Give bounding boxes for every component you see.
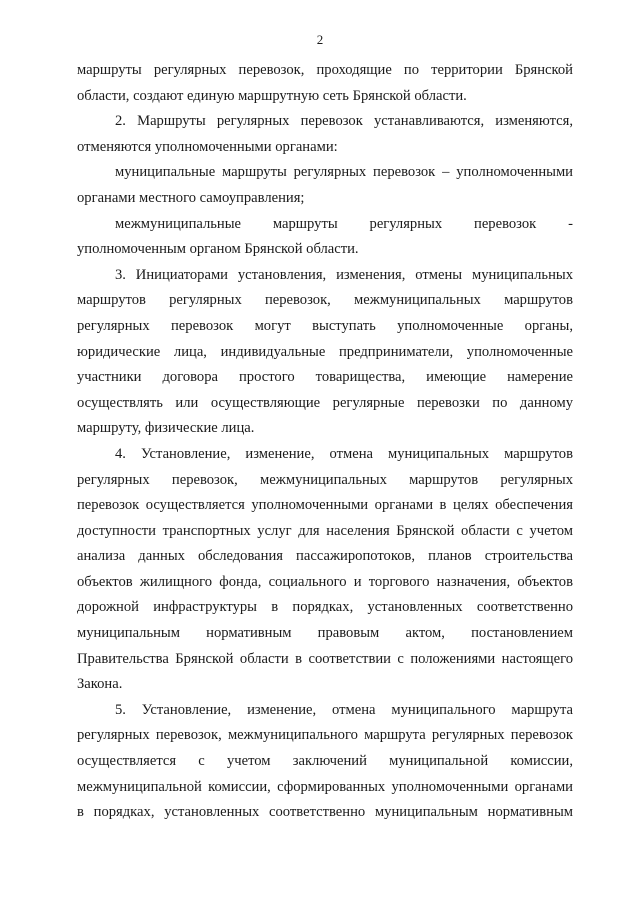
text-line: 5. Установление, изменение, отмена муниципального маршрута bbox=[115, 701, 573, 718]
text-line: Правительства Брянской области в соответствии с положениями настоящего bbox=[77, 650, 573, 667]
text-line: 2. Маршруты регулярных перевозок устанавливаются, изменяются, bbox=[115, 113, 573, 130]
text-line: в порядках, установленных соответственно муниципальным нормативным bbox=[77, 804, 573, 821]
text-line: регулярных перевозок, межмуниципального маршрута регулярных перевозок bbox=[77, 727, 573, 744]
text-line: области, создают единую маршрутную сеть Брянской области. bbox=[77, 87, 467, 104]
text-line: участники договора простого товарищества, имеющие намерение bbox=[77, 369, 573, 386]
text-line: межмуниципальной комиссии, сформированных уполномоченными органами bbox=[77, 778, 573, 795]
paragraph bbox=[77, 212, 573, 263]
text-line: перевозок осуществляется уполномоченными органами в целях обеспечения bbox=[77, 497, 573, 514]
text-line: органами местного самоуправления; bbox=[77, 189, 305, 206]
document-body bbox=[77, 58, 573, 826]
text-line: Закона. bbox=[77, 676, 123, 693]
text-line: объектов жилищного фонда, социального и торгового назначения, объектов bbox=[77, 573, 573, 590]
text-line: маршрутов регулярных перевозок, межмуниципальных маршрутов bbox=[77, 292, 573, 309]
text-line: муниципальным нормативным правовым актом, постановлением bbox=[77, 625, 573, 642]
paragraph bbox=[77, 442, 573, 698]
text-line: муниципальные маршруты регулярных перевозок – уполномоченными bbox=[115, 164, 573, 181]
text-line: межмуниципальные маршруты регулярных перевозок - bbox=[115, 215, 573, 232]
text-line: уполномоченным органом Брянской области. bbox=[77, 241, 359, 258]
text-line: 3. Инициаторами установления, изменения, отмены муниципальных bbox=[115, 266, 573, 283]
paragraph bbox=[77, 58, 573, 109]
text-line: отменяются уполномоченными органами: bbox=[77, 138, 338, 155]
text-line: доступности транспортных услуг для населения Брянской области с учетом bbox=[77, 522, 573, 539]
text-line: 4. Установление, изменение, отмена муниципальных маршрутов bbox=[115, 445, 573, 462]
text-line: осуществляется с учетом заключений муниципальной комиссии, bbox=[77, 753, 573, 770]
text-line: осуществлять или осуществляющие регулярные перевозки по данному bbox=[77, 394, 573, 411]
text-line: регулярных перевозок могут выступать уполномоченные органы, bbox=[77, 317, 573, 334]
text-line: маршруту, физические лица. bbox=[77, 420, 255, 437]
paragraph bbox=[77, 160, 573, 211]
text-line: регулярных перевозок, межмуниципальных маршрутов регулярных bbox=[77, 471, 573, 488]
paragraph bbox=[77, 698, 573, 826]
text-line: дорожной инфраструктуры в порядках, установленных соответственно bbox=[77, 599, 573, 616]
text-line: анализа данных обследования пассажиропотоков, планов строительства bbox=[77, 548, 573, 565]
page-number: 2 bbox=[316, 32, 324, 47]
text-line: юридические лица, индивидуальные предприниматели, уполномоченные bbox=[77, 343, 573, 360]
text-line: маршруты регулярных перевозок, проходящие по территории Брянской bbox=[77, 62, 573, 78]
paragraph bbox=[77, 109, 573, 160]
paragraph bbox=[77, 263, 573, 442]
